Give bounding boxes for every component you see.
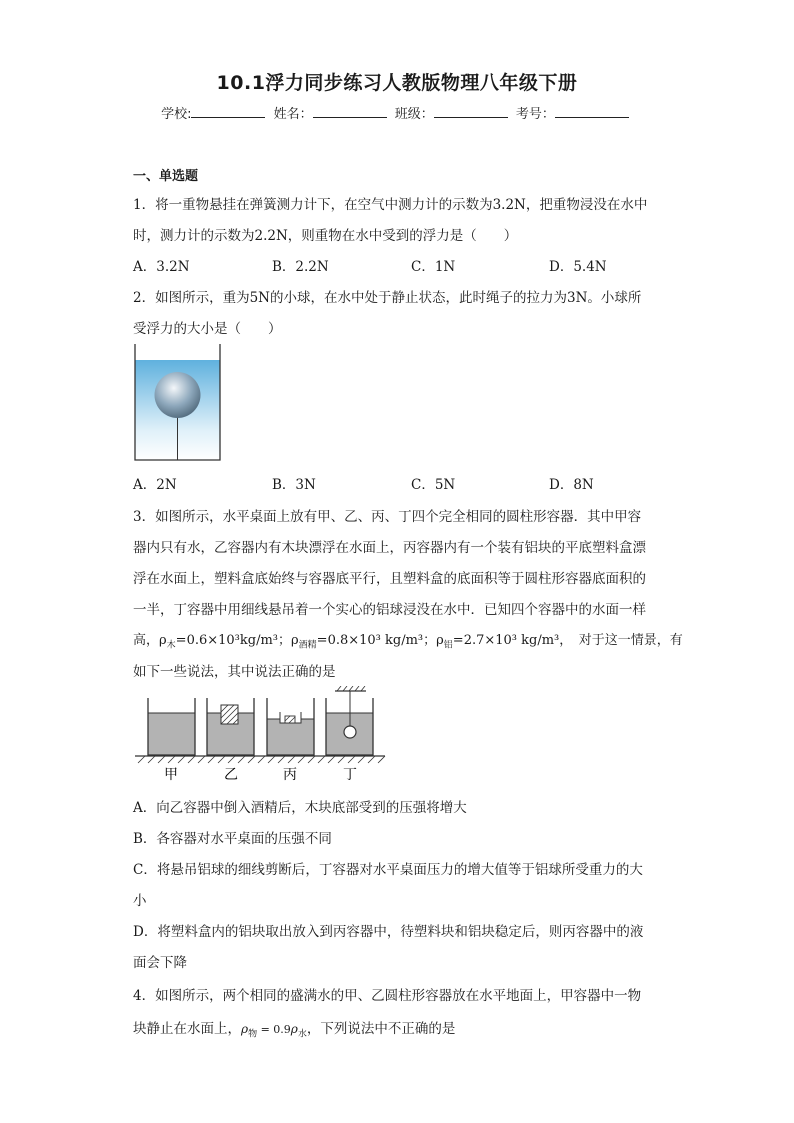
school-label: 学校: bbox=[161, 107, 192, 122]
q1-line-1: 1．将一重物悬挂在弹簧测力计下，在空气中测力计的示数为3.2N，把重物浸没在水中 bbox=[133, 197, 648, 213]
q2-option-b[interactable]: B．3N bbox=[272, 477, 316, 493]
q3-line-5: 高，$\rho_木=0.6\times 10^3kg/m^3$；$\rho_{酒精}=0.8\times 10^3$ kg/m³；$\rho_铝=2.7\times 10^3$ kg/m³， 对于这一情景，有 bbox=[133, 633, 683, 651]
q1-option-d[interactable]: D．5.4N bbox=[549, 259, 607, 275]
ball bbox=[155, 372, 201, 418]
class-blank[interactable] bbox=[434, 105, 508, 118]
q3-option-a[interactable]: A．向乙容器中倒入酒精后，木块底部受到的压强将增大 bbox=[133, 800, 467, 816]
q3-line-4: 一半，丁容器中用细线悬吊着一个实心的铝球浸没在水中．已知四个容器中的水面一样 bbox=[133, 602, 646, 618]
q3-four-containers-figure bbox=[130, 686, 390, 786]
section-title: 一、单选题 bbox=[133, 169, 199, 184]
q4-line-1: 4．如图所示，两个相同的盛满水的甲、乙圆柱形容器放在水平地面上，甲容器中一物 bbox=[133, 988, 642, 1004]
q2-option-d[interactable]: D．8N bbox=[549, 477, 594, 493]
container-bing bbox=[267, 698, 314, 755]
name-label: 姓名： bbox=[273, 107, 313, 122]
q3-line-3: 浮在水面上，塑料盒底始终与容器底平行，且塑料盒的底面积等于圆柱形容器底面积的 bbox=[133, 571, 646, 587]
exam-number-label: 考号： bbox=[515, 107, 555, 122]
q3-option-d-line-1[interactable]: D．将塑料盒内的铝块取出放入到丙容器中，待塑料块和铝块稳定后，则丙容器中的液 bbox=[133, 924, 644, 940]
page-title: 10.1浮力同步练习人教版物理八年级下册 bbox=[216, 72, 578, 94]
student-info-row bbox=[0, 103, 794, 122]
q2-ball-in-water-figure bbox=[130, 340, 225, 465]
label-bing: 丙 bbox=[283, 767, 297, 783]
class-label: 班级： bbox=[394, 107, 434, 122]
label-yi: 乙 bbox=[224, 767, 238, 783]
q3-option-c-line-1[interactable]: C．将悬吊铝球的细线剪断后，丁容器对水平桌面压力的增大值等于铝球所受重力的大 bbox=[133, 862, 643, 878]
school-blank[interactable] bbox=[191, 105, 265, 118]
q3-line-6: 如下一些说法，其中说法正确的是 bbox=[133, 664, 336, 680]
q1-option-b[interactable]: B．2.2N bbox=[272, 259, 329, 275]
q2-line-1: 2．如图所示，重为5N的小球，在水中处于静止状态，此时绳子的拉力为3N。小球所 bbox=[133, 290, 642, 306]
container-yi bbox=[207, 698, 254, 755]
q1-option-c[interactable]: C．1N bbox=[411, 259, 456, 275]
container-ding bbox=[326, 686, 373, 755]
q4-line-2: 块静止在水面上，$\rho_物 = 0.9\rho_水$，下列说法中不正确的是 bbox=[133, 1021, 456, 1040]
label-jia: 甲 bbox=[164, 767, 178, 783]
q2-option-c[interactable]: C．5N bbox=[411, 477, 456, 493]
q3-option-b[interactable]: B．各容器对水平桌面的压强不同 bbox=[133, 831, 332, 847]
exam-number-blank[interactable] bbox=[555, 105, 629, 118]
label-ding: 丁 bbox=[343, 767, 357, 783]
name-blank[interactable] bbox=[313, 105, 387, 118]
container-jia bbox=[148, 698, 195, 755]
q2-option-a[interactable]: A．2N bbox=[133, 477, 177, 493]
q1-option-a[interactable]: A．3.2N bbox=[133, 259, 190, 275]
q2-line-2: 受浮力的大小是（ ） bbox=[133, 321, 282, 337]
q3-option-d-line-2[interactable]: 面会下降 bbox=[133, 955, 187, 971]
q3-option-c-line-2[interactable]: 小 bbox=[133, 893, 147, 909]
q3-line-2: 器内只有水，乙容器内有木块漂浮在水面上，丙容器内有一个装有铝块的平底塑料盒漂 bbox=[133, 540, 646, 556]
q3-line-1: 3．如图所示，水平桌面上放有甲、乙、丙、丁四个完全相同的圆柱形容器．其中甲容 bbox=[133, 509, 642, 525]
table-hatching bbox=[138, 756, 385, 763]
q1-line-2: 时，测力计的示数为2.2N，则重物在水中受到的浮力是（ ） bbox=[133, 228, 518, 244]
aluminum-ball bbox=[344, 726, 356, 738]
